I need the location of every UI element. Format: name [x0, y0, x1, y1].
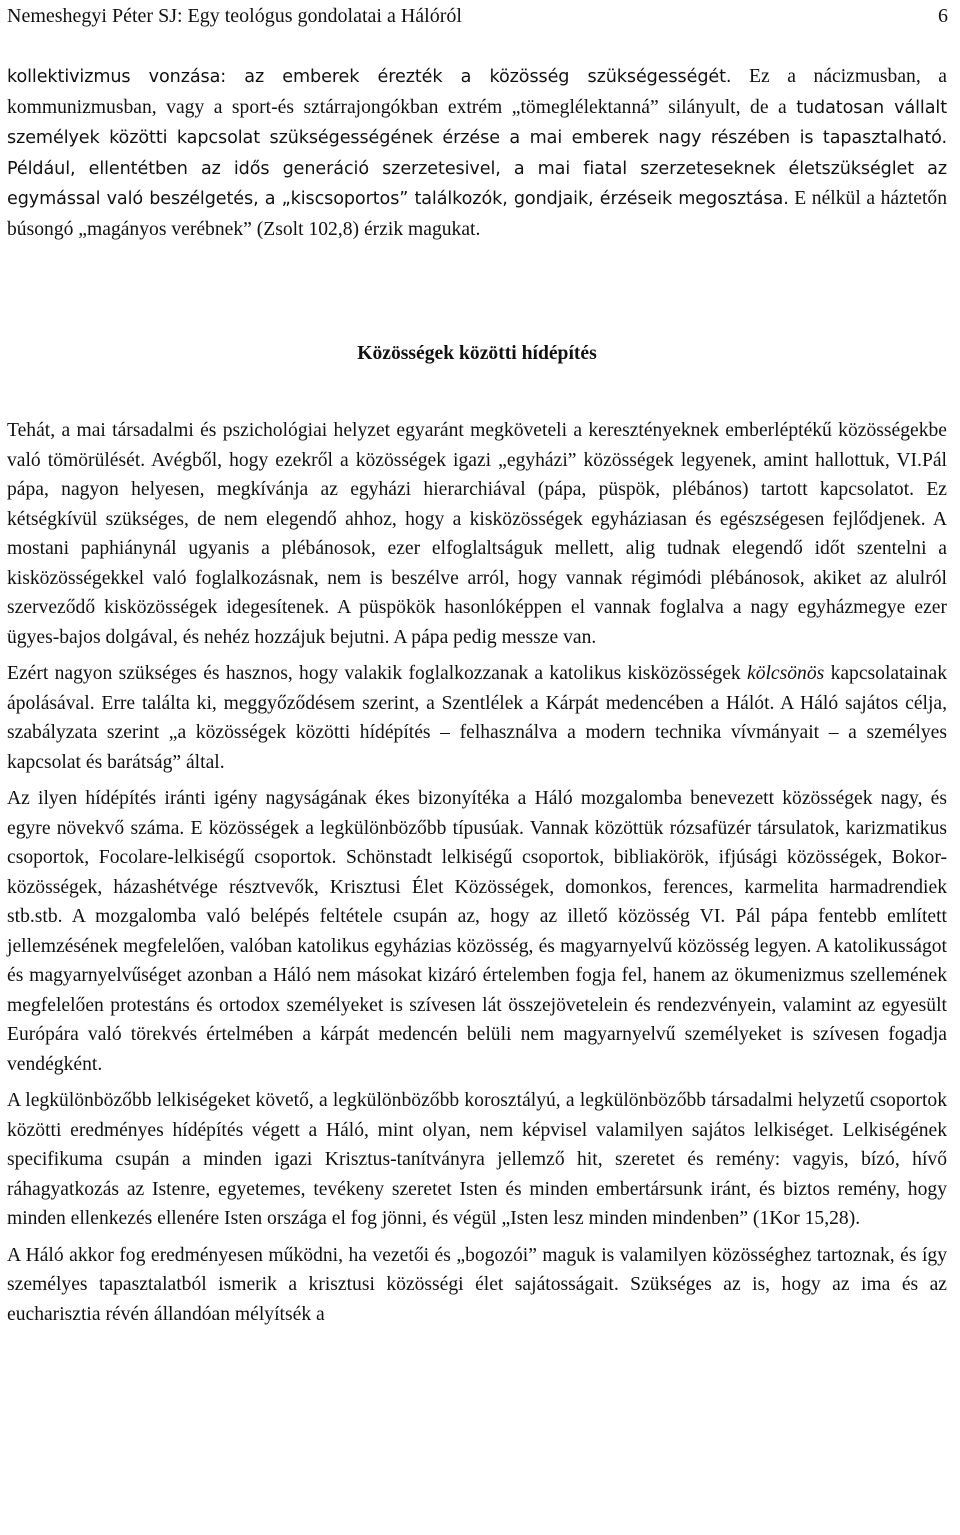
- paragraph-3-italic: kölcsönös: [747, 663, 825, 684]
- paragraph-3-part-2: kapcsolatainak ápolásával. Erre találta ki, meggyőződésem szerint, a Szentlélek a Kárpát medencében a Hálót. A Háló sajátos célja, szabályzata szerint „a közösségek közötti hídépítés – felhasználva a modern technika vívmányait – a személyes kapcsolat és barátság” által.: [7, 663, 947, 773]
- paragraph-1-part-4: E nélkül a háztetőn búsongó „magányos verébnek” (Zsolt 102,8) érzik magukat.: [7, 188, 947, 240]
- document-body: [7, 62, 947, 1329]
- paragraph-3: [7, 659, 947, 777]
- paragraph-4: Az ilyen hídépítés iránti igény nagyságának ékes bizonyítéka a Háló mozgalomba benevezett közösségek nagy, és egyre növekvő száma. E közösségek a legkülönbözőbb típusúak. Vannak közöttük rózsafüzér társulatok, karizmatikus csoportok, Focolare-lelkiségű csoportok. Schönstadt lelkiségű csoportok, bibliakörök, ifjúsági közösségek, Bokor-közösségek, házashétvége résztvevők, Krisztusi Élet Közösségek, domonkos, ferences, karmelita harmadrendiek stb.stb. A mozgalomba való belépés feltétele csupán az, hogy az illető közösség VI. Pál pápa fentebb említett jellemzésének megfelelően, valóban katolikus egyházias közösség, és magyarnyelvű közösség legyen. A katolikusságot és magyarnyelvűséget azonban a Háló nem másokat kizáró értelemben fogja fel, hanem az ökumenizmus szellemének megfelelően protestáns és ortodox személyeket is szívesen lát összejövetelein és rendezvényein, valamint az egyesült Európára való törekvés értelmében a kárpát medencén belüli nem magyarnyelvű személyeket is szívesen fogadja vendégként.: [7, 788, 947, 1075]
- paragraph-1-part-3: tudatosan vállalt személyek közötti kapcsolat szükségességének érzése a mai emberek nagy részében is tapasztalható. Például, ellentétben az idős generáció szerzetesivel, a mai fiatal szerzeteseknek életszükséglet az egymással való beszélgetés, a „kiscsoportos” találkozók, gondjaik, érzéseik megosztása.: [7, 97, 947, 209]
- section-heading: Közösségek közötti hídépítés: [357, 343, 597, 364]
- paragraph-3-part-1: Ezért nagyon szükséges és hasznos, hogy valakik foglalkozzanak a katolikus kisközösségek: [7, 663, 747, 684]
- header-title: Nemeshegyi Péter SJ: Egy teológus gondolatai a Hálóról: [7, 5, 462, 27]
- paragraph-1-part-2: Ez a nácizmusban, a kommunizmusban, vagy a sport-és sztárrajongókban extrém „tömeglélektanná” silányult, de a: [7, 66, 947, 118]
- page-number: 6: [938, 5, 948, 27]
- paragraph-1-part-1: kollektivizmus vonzása: az emberek érezték a közösség szükségességét.: [7, 67, 732, 87]
- paragraph-1: [7, 62, 947, 244]
- paragraph-6: A Háló akkor fog eredményesen működni, ha vezetői és „bogozói” maguk is valamilyen közösséghez tartoznak, és így személyes tapasztalatból ismerik a krisztusi közösségi élet sajátosságait. Szükséges az is, hogy az ima és az eucharisztia révén állandóan mélyítsék a: [7, 1244, 947, 1325]
- page-header: [7, 4, 948, 28]
- paragraph-5: A legkülönbözőbb lelkiségeket követő, a legkülönbözőbb korosztályú, a legkülönbözőbb társadalmi helyzetű csoportok közötti eredményes hídépítés végett a Háló, mint olyan, nem képvisel valamilyen sajátos lelkiséget. Lelkiségének specifikuma csupán a minden igazi Krisztus-tanítványra jellemző hit, szeretet és remény: vagyis, bízó, hívő ráhagyatkozás az Istenre, egyetemes, tevékeny szeretet Isten és minden embertársunk iránt, és biztos remény, hogy minden ellenkezés ellenére Isten országa el fog jönni, és végül „Isten lesz minden mindenben” (1Kor 15,28).: [7, 1090, 947, 1229]
- paragraph-2: Tehát, a mai társadalmi és pszichológiai helyzet egyaránt megköveteli a keresztényeknek emberléptékű közösségekbe való tömörülését. Avégből, hogy ezekről a közösségek igazi „egyházi” közösségek legyenek, amint hallottuk, VI.Pál pápa, nagyon helyesen, megkívánja az egyházi hierarchiával (pápa, püspök, plébános) tartott kapcsolatot. Ez kétségkívül szükséges, de nem elegendő ahhoz, hogy a kisközösségek egyháziasan és egészségesen fejlődjenek. A mostani paphiánynál ugyanis a plébánosok, ezer elfoglaltságuk mellett, alig tudnak elegendő időt szentelni a kisközösségekkel való foglalkozásnak, nem is beszélve arról, hogy vannak régimódi plébánosok, akiket az alulról szerveződő kisközösségek idegesítenek. A püspökök hasonlóképpen el vannak foglalva a nagy egyházmegye ezer ügyes-bajos dolgával, és nehéz hozzájuk bejutni. A pápa pedig messze van.: [7, 420, 947, 648]
